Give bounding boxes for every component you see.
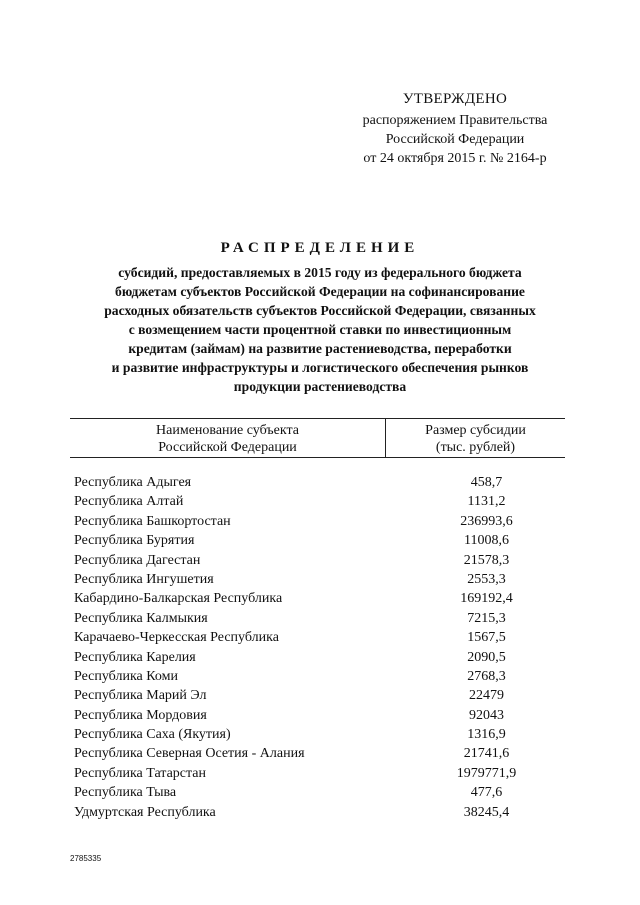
document-title-block: [40, 240, 600, 396]
table-row: [70, 686, 565, 705]
subsidy-amount: 477,6: [470, 785, 503, 801]
region-name: Республика Северная Осетия - Алания: [74, 746, 305, 762]
region-name: Республика Ингушетия: [74, 571, 214, 587]
subtitle-line: продукции растениеводства: [233, 379, 407, 394]
subsidy-amount: 1316,9: [467, 727, 506, 743]
subsidy-amount: 21741,6: [463, 746, 510, 762]
region-name: Республика Карелия: [74, 649, 196, 665]
subsidy-amount: 7215,3: [467, 610, 506, 626]
region-name: Республика Тыва: [74, 785, 177, 801]
subtitle-line: и развитие инфраструктуры и логистического обеспечения рынков: [111, 360, 529, 375]
approval-heading: УТВЕРЖДЕНО: [402, 91, 508, 107]
region-name: Республика Коми: [74, 668, 178, 684]
region-name: Республика Саха (Якутия): [74, 727, 231, 743]
table-row: [70, 473, 565, 492]
table-row: [70, 803, 565, 822]
column-header-amount: [386, 419, 565, 457]
table-row: [70, 648, 565, 667]
table-row: [70, 492, 565, 511]
subsidy-amount: 38245,4: [463, 804, 510, 820]
region-name: Республика Марий Эл: [74, 688, 207, 704]
subsidy-amount: 11008,6: [464, 533, 509, 549]
subsidy-amount: 2768,3: [467, 668, 506, 684]
subtitle-line: кредитам (займам) на развитие растениеводства, переработки: [128, 341, 512, 356]
subsidy-amount: 169192,4: [460, 591, 513, 607]
column-header-amount-line-2: (тыс. рублей): [435, 440, 516, 455]
table-row: [70, 783, 565, 802]
subtitle-line: бюджетам субъектов Российской Федерации на софинансирование: [115, 284, 525, 299]
subsidy-amount: 92043: [469, 707, 504, 723]
region-name: Кабардино-Балкарская Республика: [74, 591, 283, 607]
region-name: Удмуртская Республика: [74, 804, 216, 820]
subsidy-amount: 236993,6: [460, 513, 513, 529]
region-name: Республика Татарстан: [74, 765, 207, 781]
subtitle-line: субсидий, предоставляемых в 2015 году из федерального бюджета: [118, 265, 522, 280]
column-header-amount-line-1: Размер субсидии: [425, 423, 526, 438]
table-header: [70, 418, 565, 458]
table-row: [70, 512, 565, 531]
table-row: [70, 628, 565, 647]
subsidy-amount: 2553,3: [467, 571, 506, 587]
table-row: [70, 744, 565, 763]
document-code: 2785335: [70, 854, 102, 863]
subsidy-amount: 2090,5: [467, 649, 506, 665]
subsidy-amount: 1979771,9: [456, 765, 517, 781]
subsidy-amount: 458,7: [470, 475, 503, 490]
subtitle-line: с возмещением части процентной ставки по инвестиционным: [128, 322, 512, 337]
approval-date-line: от 24 октября 2015 г. № 2164-р: [363, 151, 547, 166]
subsidy-amount: 22479: [469, 688, 504, 704]
region-name: Карачаево-Черкесская Республика: [74, 630, 279, 646]
column-header-region-line-1: Наименование субъекта: [156, 423, 299, 438]
subsidy-amount: 1567,5: [467, 630, 506, 646]
table-row: [70, 531, 565, 550]
table-row: [70, 589, 565, 608]
table-row: [70, 764, 565, 783]
approval-line-2: Российской Федерации: [385, 132, 525, 147]
region-name: Республика Калмыкия: [74, 610, 208, 626]
region-name: Республика Башкортостан: [74, 513, 231, 529]
region-name: Республика Адыгея: [74, 475, 192, 490]
subtitle-line: расходных обязательств субъектов Российской Федерации, связанных: [104, 303, 536, 318]
table-row: [70, 609, 565, 628]
subsidy-table: [70, 418, 565, 822]
region-name: Республика Бурятия: [74, 533, 195, 549]
column-header-region-line-2: Российской Федерации: [158, 440, 297, 455]
subsidy-amount: 21578,3: [463, 552, 510, 568]
table-row: [70, 706, 565, 725]
approval-line-1: распоряжением Правительства: [362, 113, 548, 128]
approval-block: [330, 90, 580, 168]
document-title: РАСПРЕДЕЛЕНИЕ: [220, 240, 420, 256]
table-body: [70, 473, 565, 822]
table-row: [70, 667, 565, 686]
table-row: [70, 725, 565, 744]
column-header-region: [70, 419, 385, 457]
table-row: [70, 551, 565, 570]
subsidy-amount: 1131,2: [467, 494, 506, 510]
region-name: Республика Мордовия: [74, 707, 207, 723]
region-name: Республика Алтай: [74, 494, 184, 510]
region-name: Республика Дагестан: [74, 552, 201, 568]
table-row: [70, 570, 565, 589]
